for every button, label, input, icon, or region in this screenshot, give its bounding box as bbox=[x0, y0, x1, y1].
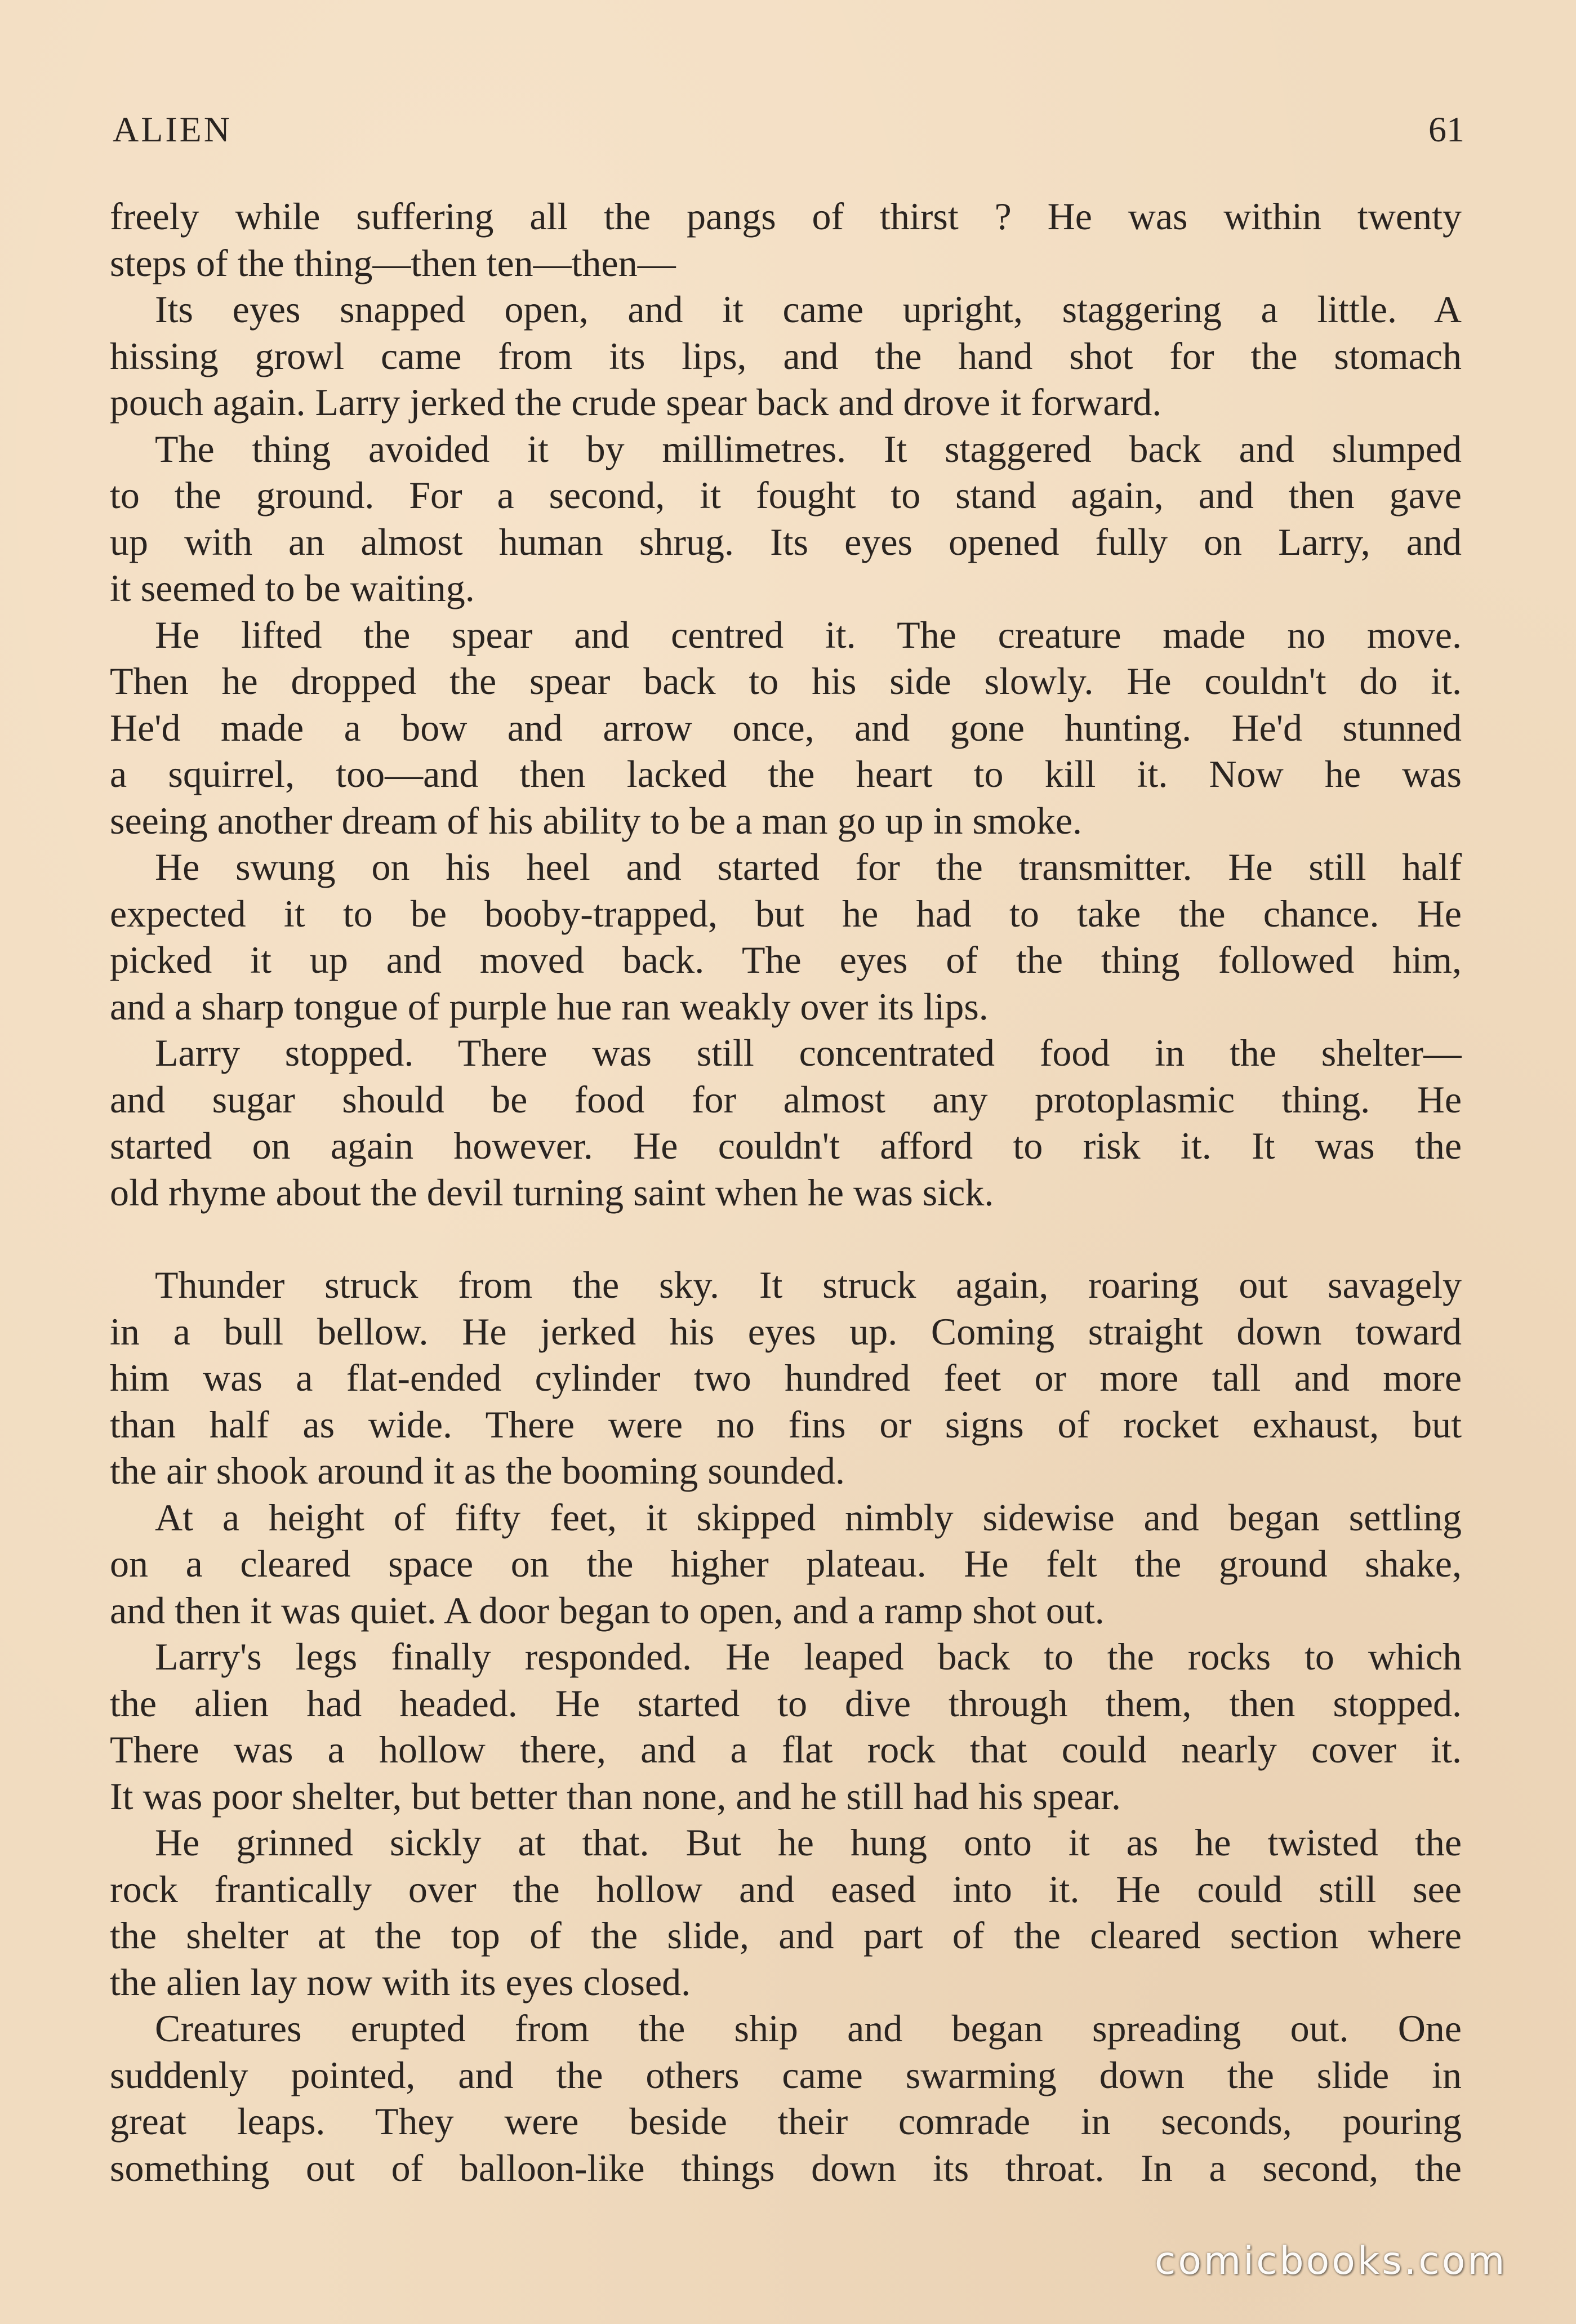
text-line: He lifted the spear and centred it. The creature made no move. bbox=[155, 613, 1462, 656]
text-line: At a height of fifty feet, it skipped nimbly sidewise and began settling bbox=[155, 1495, 1462, 1539]
text-line: pouch again. Larry jerked the crude spear back and drove it forward. bbox=[110, 381, 1162, 424]
text-line: Then he dropped the spear back to his side slowly. He couldn't do it. bbox=[110, 660, 1462, 702]
text-line: the alien had headed. He started to dive through them, then stopped. bbox=[110, 1681, 1462, 1725]
text-line: steps of the thing—then ten—then— bbox=[110, 241, 676, 284]
text-line: Thunder struck from the sky. It struck again, roaring out savagely bbox=[155, 1263, 1462, 1306]
text-line: He swung on his heel and started for the transmitter. He still half bbox=[155, 845, 1462, 888]
body-text bbox=[110, 193, 1462, 2191]
text-line: to the ground. For a second, it fought to stand again, and then gave bbox=[110, 474, 1462, 517]
section-break bbox=[110, 1216, 1462, 1262]
text-line: rock frantically over the hollow and eased into it. He could still see bbox=[110, 1867, 1462, 1911]
paragraph bbox=[110, 1819, 1462, 2005]
text-line: great leaps. They were beside their comrade in seconds, pouring bbox=[110, 2100, 1462, 2143]
text-line: something out of balloon-like things down its throat. In a second, the bbox=[110, 2146, 1462, 2189]
text-line: up with an almost human shrug. Its eyes opened fully on Larry, and bbox=[110, 520, 1462, 563]
paragraph bbox=[110, 844, 1462, 1030]
text-line: It was poor shelter, but better than none, and he still had his spear. bbox=[110, 1774, 1121, 1818]
text-line: There was a hollow there, and a flat rock that could nearly cover it. bbox=[110, 1728, 1462, 1771]
paragraph bbox=[110, 2005, 1462, 2191]
page-number: 61 bbox=[1428, 109, 1464, 149]
text-line: the shelter at the top of the slide, and part of the cleared section where bbox=[110, 1914, 1462, 1957]
text-line: on a cleared space on the higher plateau. He felt the ground shake, bbox=[110, 1542, 1462, 1585]
text-line: seeing another dream of his ability to be a man go up in smoke. bbox=[110, 799, 1083, 842]
text-line: and sugar should be food for almost any protoplasmic thing. He bbox=[110, 1078, 1462, 1121]
text-line: and a sharp tongue of purple hue ran weakly over its lips. bbox=[110, 985, 989, 1028]
paragraph bbox=[110, 1633, 1462, 1819]
text-line: picked it up and moved back. The eyes of the thing followed him, bbox=[110, 938, 1462, 981]
text-line: the alien lay now with its eyes closed. bbox=[110, 1960, 691, 2004]
text-line: The thing avoided it by millimetres. It staggered back and slumped bbox=[155, 427, 1462, 470]
text-line: He grinned sickly at that. But he hung onto it as he twisted the bbox=[155, 1821, 1462, 1864]
text-line: hissing growl came from its lips, and the hand shot for the stomach bbox=[110, 334, 1462, 377]
paragraph bbox=[110, 1030, 1462, 1216]
running-title: ALIEN bbox=[113, 109, 232, 149]
text-line: Larry stopped. There was still concentrated food in the shelter— bbox=[155, 1031, 1462, 1074]
text-line: Creatures erupted from the ship and began spreading out. One bbox=[155, 2007, 1462, 2050]
text-line: than half as wide. There were no fins or signs of rocket exhaust, but bbox=[110, 1403, 1462, 1446]
text-line: him was a flat-ended cylinder two hundred feet or more tall and more bbox=[110, 1356, 1462, 1399]
text-line: a squirrel, too—and then lacked the heart to kill it. Now he was bbox=[110, 753, 1462, 795]
paragraph bbox=[110, 193, 1462, 286]
text-line: He'd made a bow and arrow once, and gone hunting. He'd stunned bbox=[110, 706, 1462, 749]
text-line: Larry's legs finally responded. He leaped back to the rocks to which bbox=[155, 1635, 1462, 1678]
text-line: the air shook around it as the booming sounded. bbox=[110, 1449, 845, 1492]
text-line: old rhyme about the devil turning saint when he was sick. bbox=[110, 1170, 994, 1214]
text-line: Its eyes snapped open, and it came upright, staggering a little. A bbox=[155, 288, 1462, 331]
paragraph bbox=[110, 1494, 1462, 1634]
watermark-logo: comicbooks.com bbox=[1155, 2239, 1507, 2283]
text-line: freely while suffering all the pangs of thirst ? He was within twenty bbox=[110, 195, 1462, 238]
text-line: suddenly pointed, and the others came swarming down the slide in bbox=[110, 2053, 1462, 2096]
paragraph bbox=[110, 1262, 1462, 1494]
text-line: it seemed to be waiting. bbox=[110, 567, 475, 609]
text-line: in a bull bellow. He jerked his eyes up. Coming straight down toward bbox=[110, 1310, 1462, 1353]
paragraph bbox=[110, 286, 1462, 426]
paragraph bbox=[110, 612, 1462, 844]
running-head bbox=[113, 101, 1464, 158]
paragraph bbox=[110, 426, 1462, 612]
text-line: expected it to be booby-trapped, but he had to take the chance. He bbox=[110, 892, 1462, 935]
text-line: and then it was quiet. A door began to open, and a ramp shot out. bbox=[110, 1588, 1105, 1632]
text-line: started on again however. He couldn't afford to risk it. It was the bbox=[110, 1124, 1462, 1167]
